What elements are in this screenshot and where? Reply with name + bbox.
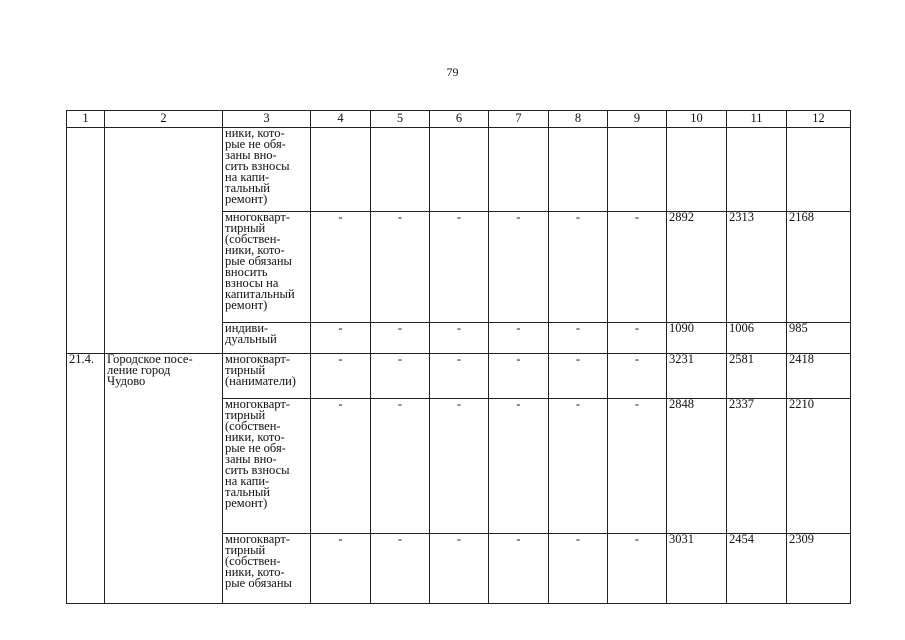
value-cell-col-8: - (549, 323, 608, 354)
value-cell-col-8: - (549, 534, 608, 604)
value-cell-col-8: - (549, 354, 608, 399)
value-cell-col-11: 2313 (727, 212, 787, 323)
value-cell-col-7: - (489, 399, 549, 534)
value-cell-col-4: - (311, 399, 371, 534)
text-line: (собствен- (225, 419, 281, 433)
value-cell-col-6: - (430, 323, 489, 354)
value-cell-col-7: - (489, 323, 549, 354)
column-header-4: 4 (311, 111, 371, 128)
text-line: на капи- (225, 474, 270, 488)
dwelling-type-cell (223, 323, 311, 354)
text-line: тирный (225, 363, 266, 377)
value-cell-col-7 (489, 128, 549, 212)
text-line: рые обязаны (225, 576, 292, 590)
value-cell-col-12 (787, 128, 851, 212)
value-cell-col-11 (727, 128, 787, 212)
value-cell-col-9: - (608, 212, 667, 323)
column-header-10: 10 (667, 111, 727, 128)
text-line: ремонт) (225, 298, 268, 312)
text-line: дуальный (225, 332, 277, 346)
value-cell-col-11: 2337 (727, 399, 787, 534)
value-cell-col-5: - (371, 354, 430, 399)
value-cell-col-5: - (371, 212, 430, 323)
text-line: ление город (107, 363, 171, 377)
value-cell-col-12: 2309 (787, 534, 851, 604)
value-cell-col-5: - (371, 323, 430, 354)
text-line: заны вно- (225, 148, 277, 162)
value-cell-col-12: 2168 (787, 212, 851, 323)
page-number: 79 (446, 65, 459, 79)
value-cell-col-8: - (549, 212, 608, 323)
text-line: ремонт) (225, 192, 268, 206)
value-cell-col-11: 2454 (727, 534, 787, 604)
text-line: ники, кото- (225, 243, 285, 257)
value-cell-col-6: - (430, 212, 489, 323)
text-line: вносить (225, 265, 268, 279)
column-header-11: 11 (727, 111, 787, 128)
dwelling-type-cell (223, 534, 311, 604)
text-line: тирный (225, 543, 266, 557)
text-line: ники, кото- (225, 565, 285, 579)
text-line: взносы на (225, 276, 279, 290)
text-line: сить взносы (225, 463, 290, 477)
value-cell-col-9 (608, 128, 667, 212)
value-cell-col-4: - (311, 323, 371, 354)
text-line: индиви- (225, 322, 269, 335)
text-line: (собствен- (225, 232, 281, 246)
text-line: тирный (225, 221, 266, 235)
value-cell-col-10: 2848 (667, 399, 727, 534)
value-cell-col-8 (549, 128, 608, 212)
value-cell-col-5: - (371, 534, 430, 604)
text-line: многокварт- (225, 533, 290, 546)
value-cell-col-12: 2418 (787, 354, 851, 399)
column-header-6: 6 (430, 111, 489, 128)
dwelling-type-cell (223, 354, 311, 399)
value-cell-col-12: 2210 (787, 399, 851, 534)
text-line: тирный (225, 408, 266, 422)
value-cell-col-7: - (489, 354, 549, 399)
text-line: многокварт- (225, 353, 290, 366)
value-cell-col-7: - (489, 534, 549, 604)
value-cell-col-9: - (608, 323, 667, 354)
table-row (67, 128, 851, 212)
text-line: рые не обя- (225, 441, 286, 455)
value-cell-col-6: - (430, 354, 489, 399)
value-cell-col-11: 1006 (727, 323, 787, 354)
text-line: рые не обя- (225, 137, 286, 151)
value-cell-col-10: 2892 (667, 212, 727, 323)
value-cell-col-10 (667, 128, 727, 212)
text-line: (собствен- (225, 554, 281, 568)
value-cell-col-10: 3031 (667, 534, 727, 604)
text-line: ники, кото- (225, 430, 285, 444)
dwelling-type-cell (223, 128, 311, 212)
value-cell-col-6: - (430, 534, 489, 604)
value-cell-col-4 (311, 128, 371, 212)
territory-cell (105, 128, 223, 354)
text-line: (наниматели) (225, 374, 296, 388)
column-header-5: 5 (371, 111, 430, 128)
text-line: Чудово (107, 374, 146, 388)
value-cell-col-9: - (608, 354, 667, 399)
text-line: ремонт) (225, 496, 268, 510)
column-header-9: 9 (608, 111, 667, 128)
value-cell-col-4: - (311, 534, 371, 604)
value-cell-col-6 (430, 128, 489, 212)
column-header-2: 2 (105, 111, 223, 128)
territory-cell (105, 354, 223, 604)
value-cell-col-4: - (311, 212, 371, 323)
column-header-8: 8 (549, 111, 608, 128)
column-header-1: 1 (67, 111, 105, 128)
row-number-cell (67, 354, 105, 604)
column-header-3: 3 (223, 111, 311, 128)
column-header-7: 7 (489, 111, 549, 128)
text-line: тальный (225, 485, 270, 499)
text-line: капитальный (225, 287, 295, 301)
value-cell-col-10: 1090 (667, 323, 727, 354)
value-cell-col-5 (371, 128, 430, 212)
row-number: 21.4. (69, 353, 94, 366)
column-header-12: 12 (787, 111, 851, 128)
text-line: сить взносы (225, 159, 290, 173)
text-line: многокварт- (225, 211, 290, 224)
text-line: заны вно- (225, 452, 277, 466)
text-line: рые обязаны (225, 254, 292, 268)
text-line: ники, кото- (225, 127, 285, 140)
text-line: на капи- (225, 170, 270, 184)
value-cell-col-12: 985 (787, 323, 851, 354)
text-line: многокварт- (225, 398, 290, 411)
header-row (67, 111, 851, 128)
dwelling-type-cell (223, 212, 311, 323)
value-cell-col-8: - (549, 399, 608, 534)
value-cell-col-4: - (311, 354, 371, 399)
dwelling-type-cell (223, 399, 311, 534)
text-line: Городское посе- (107, 353, 193, 366)
value-cell-col-11: 2581 (727, 354, 787, 399)
value-cell-col-9: - (608, 399, 667, 534)
value-cell-col-6: - (430, 399, 489, 534)
table-row (67, 354, 851, 399)
text-line: тальный (225, 181, 270, 195)
tariff-table (66, 110, 851, 604)
value-cell-col-5: - (371, 399, 430, 534)
value-cell-col-10: 3231 (667, 354, 727, 399)
row-number-cell (67, 128, 105, 354)
value-cell-col-9: - (608, 534, 667, 604)
value-cell-col-7: - (489, 212, 549, 323)
